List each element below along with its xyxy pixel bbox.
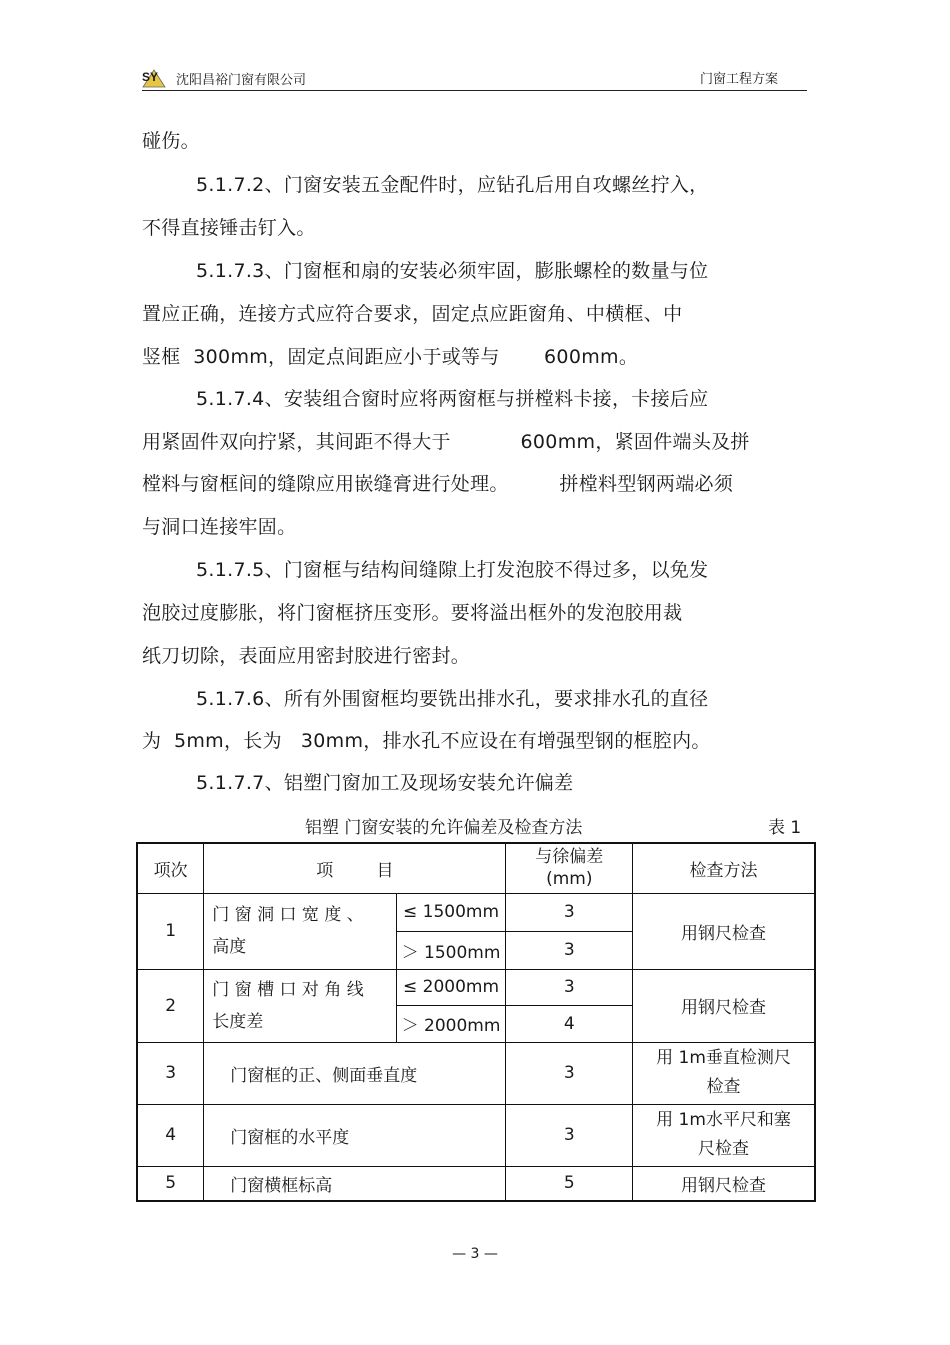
table-number: 表 1 [768,818,802,838]
page-number: — 3 — [452,1246,498,1262]
table-caption: 铝塑 门窗安装的允许偏差及检查方法 [305,818,583,838]
row-index: 4 [137,1104,204,1166]
header-method: 检查方法 [633,843,815,893]
row-index: 1 [137,893,204,969]
row-tolerance: 3 [506,1042,633,1104]
body-line: 与洞口连接牢固。 [142,516,297,538]
body-line: 置应正确，连接方式应符合要求，固定点应距窗角、中横框、中 [142,303,683,325]
body-line: 纸刀切除，表面应用密封胶进行密封。 [142,645,471,667]
row-method: 用钢尺检查 [633,1166,815,1201]
document-title: 门窗工程方案 [700,72,779,87]
row-method: 用钢尺检查 [633,969,815,1042]
header-index: 项次 [137,843,204,893]
table-row [137,1104,815,1166]
row-condition: ＞ 1500mm [396,931,506,969]
body-line: 不得直接锤击钉入。 [142,217,316,239]
page-header-left [142,68,306,88]
row-item: 门窗框的正、侧面垂直度 [204,1042,506,1104]
row-tolerance: 3 [506,931,633,969]
table-row [137,1166,815,1201]
row-condition: ≤ 1500mm [396,893,506,931]
body-line: 用紧固件双向拧紧，其间距不得大于 600mm，紧固件端头及拼 [142,431,750,453]
header-tolerance: 与徐偏差 (mm) [506,843,633,893]
body-line: 为 5mm，长为 30mm，排水孔不应设在有增强型钢的框腔内。 [142,730,711,752]
row-index: 2 [137,969,204,1042]
row-method: 用 1m水平尺和塞 尺检查 [633,1104,815,1166]
table-header-row [137,843,815,893]
row-index: 3 [137,1042,204,1104]
header-item: 项 目 [204,843,506,893]
row-method: 用 1m垂直检测尺 检查 [633,1042,815,1104]
table-row [137,893,815,931]
row-item: 门 窗 槽 口 对 角 线 长度差 [204,969,396,1042]
body-line: 竖框 300mm，固定点间距应小于或等与 600mm。 [142,346,639,368]
company-logo [142,68,166,88]
body-line: 5.1.7.6、所有外围窗框均要铣出排水孔，要求排水孔的直径 [196,688,709,710]
body-line: 泡胶过度膨胀，将门窗框挤压变形。要将溢出框外的发泡胶用裁 [142,602,683,624]
row-method: 用钢尺检查 [633,893,815,969]
body-line: 5.1.7.2、门窗安装五金配件时，应钻孔后用自攻螺丝拧入， [196,174,709,196]
body-line: 5.1.7.4、安装组合窗时应将两窗框与拼樘料卡接，卡接后应 [196,388,709,410]
body-line: 5.1.7.5、门窗框与结构间缝隙上打发泡胶不得过多，以免发 [196,559,709,581]
row-tolerance: 3 [506,893,633,931]
row-tolerance: 5 [506,1166,633,1201]
row-condition: ＞ 2000mm [396,1005,506,1042]
tolerance-table [136,842,816,1202]
table-row [137,1042,815,1104]
row-item: 门窗框的水平度 [204,1104,506,1166]
body-line: 5.1.7.3、门窗框和扇的安装必须牢固，膨胀螺栓的数量与位 [196,260,709,282]
row-item: 门窗横框标高 [204,1166,506,1201]
header-divider [142,90,807,91]
logo-text: SY [142,70,159,84]
body-line: 5.1.7.7、铝塑门窗加工及现场安装允许偏差 [196,772,574,794]
row-index: 5 [137,1166,204,1201]
company-name: 沈阳昌裕门窗有限公司 [176,72,307,88]
body-line: 碰伤。 [142,130,200,152]
body-line: 樘料与窗框间的缝隙应用嵌缝膏进行处理。 拼樘料型钢两端必须 [142,473,734,495]
row-tolerance: 3 [506,1104,633,1166]
row-condition: ≤ 2000mm [396,969,506,1005]
row-tolerance: 3 [506,969,633,1005]
row-tolerance: 4 [506,1005,633,1042]
table-row [137,969,815,1005]
row-item: 门 窗 洞 口 宽 度 、 高度 [204,893,396,969]
